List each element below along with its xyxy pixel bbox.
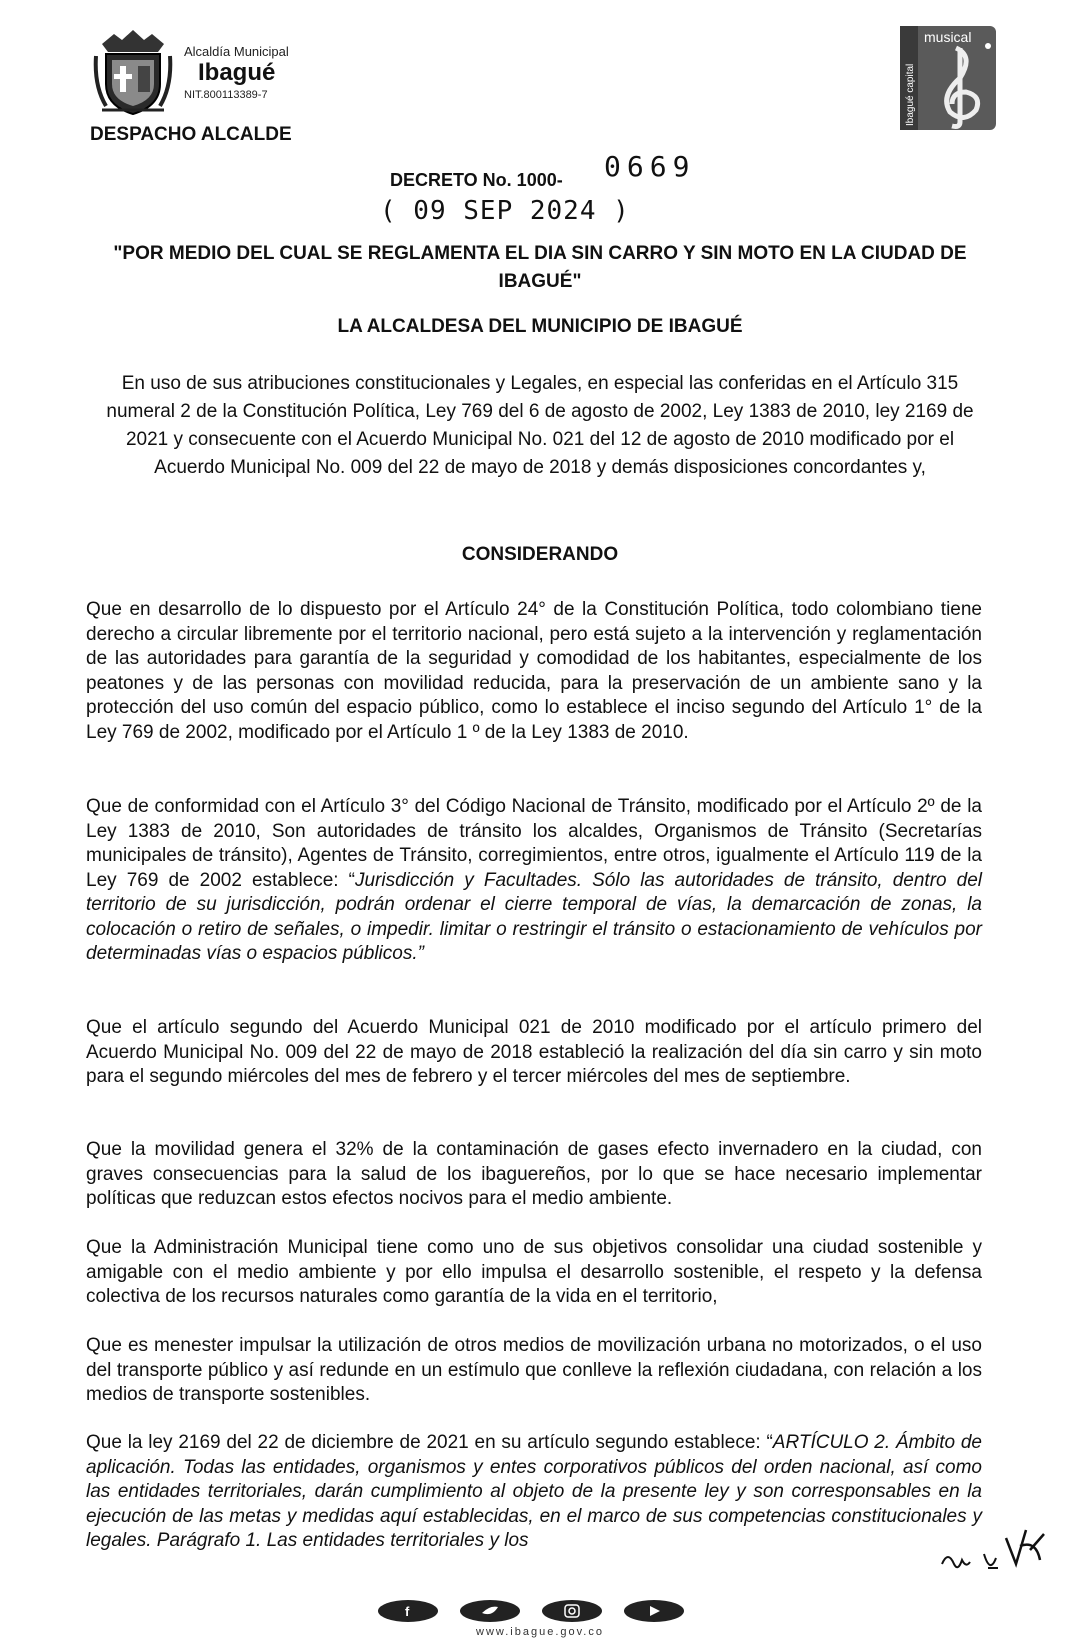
youtube-icon[interactable] bbox=[624, 1600, 684, 1622]
handwritten-initials bbox=[940, 1520, 1060, 1580]
paragraph-2-text: Que de conformidad con el Artículo 3° del Código Nacional de Tránsito, modificado por el Artículo 2º de la Ley 1383 de 2010, Son autoridades de tránsito los alcaldes, Organismos de Tránsito (Secretarías municipales de tránsito), Agentes de Tránsito, corregimientos, entre otros, igualmente el Artículo 119 de la Ley 769 de 2002 establece: “ bbox=[86, 796, 982, 891]
alcaldia-label: Alcaldía Municipal bbox=[184, 44, 289, 59]
logo-text bbox=[184, 44, 289, 101]
social-icons bbox=[378, 1597, 698, 1627]
considerando-heading: CONSIDERANDO bbox=[461, 544, 619, 565]
paragraph-4: Que la movilidad genera el 32% de la contaminación de gases efecto invernadero en la ciudad, con graves consecuencias para la salud de los ibaguereños, por lo que se hace necesario implementar políticas que reduzcan estos efectos nocivos para el medio ambiente. bbox=[86, 1139, 982, 1209]
city-name: Ibagué bbox=[198, 59, 276, 86]
paragraph-2 bbox=[86, 795, 982, 967]
decree-date: ( 09 SEP 2024 ) bbox=[380, 196, 630, 226]
paragraph-7-quote: ARTÍCULO 2. Ámbito de aplicación. Todas las entidades, organismos y entes corporativos públicos del orden nacional, así como las entidades territoriales, darán cumplimiento al objeto de la presente ley y son corresponsables en la ejecución de las metas y medidas aquí establecidas, en el marco de sus competencias constitucionales y legales. Parágrafo 1. Las entidades territoriales y los bbox=[86, 1432, 982, 1551]
preamble-paragraph: En uso de sus atribuciones constitucionales y Legales, en especial las conferidas en el Artículo 315 numeral 2 de la Constitución Política, Ley 769 del 6 de agosto de 2002, Ley 1383 de 2010, ley 2169 de 2021 y consecuente con el Acuerdo Municipal No. 021 del 12 de agosto de 2010 modificado por el Acuerdo Municipal No. 009 del 22 de mayo de 2018 y demás disposiciones concordantes y, bbox=[106, 373, 974, 478]
twitter-icon[interactable] bbox=[460, 1600, 520, 1622]
paragraph-3: Que el artículo segundo del Acuerdo Municipal 021 de 2010 modificado por el artículo primero del Acuerdo Municipal No. 009 del 22 de mayo de 2018 estableció la realización del día sin carro y sin moto para el segundo miércoles del mes de febrero y el tercer miércoles del mes de septiembre. bbox=[86, 1017, 982, 1087]
decree-subtitle: LA ALCALDESA DEL MUNICIPIO DE IBAGUÉ bbox=[337, 316, 743, 337]
musical-capital-logo bbox=[900, 26, 996, 130]
paragraph-7-text: Que la ley 2169 del 22 de diciembre de 2021 en su artículo segundo establece: “ bbox=[86, 1432, 773, 1453]
decree-main-title: "POR MEDIO DEL CUAL SE REGLAMENTA EL DIA SIN CARRO Y SIN MOTO EN LA CIUDAD DE IBAGUÉ" bbox=[113, 243, 967, 292]
decree-title: DECRETO No. 1000- bbox=[390, 170, 563, 190]
footer-website-link[interactable]: www.ibague.gov.co bbox=[476, 1626, 604, 1638]
paragraph-2-quote: Jurisdicción y Facultades. Sólo las autoridades de tránsito, dentro del territorio de su jurisdicción, podrán ordenar el cierre temporal de vías, la demarcación de zonas, la colocación o retiro de señales, o impedir. limitar o restringir el tránsito o estacionamiento de vehículos por determinadas vías o espacios públicos.” bbox=[86, 869, 983, 964]
music-logo-side-text: Ibagué capital bbox=[905, 63, 916, 126]
paragraph-6: Que es menester impulsar la utilización de otros medios de movilización urbana no motorizados, o el uso del transporte público y así redunde en un estímulo que conlleve la reflexión ciudadana, con relación a los medios de transporte sostenibles. bbox=[86, 1335, 982, 1405]
paragraph-1: Que en desarrollo de lo dispuesto por el Artículo 24° de la Constitución Política, todo colombiano tiene derecho a circular libremente por el territorio nacional, pero está sujeto a la intervención y reglamentación de las autoridades para garantía de la seguridad y comodidad de los habitantes, especialmente de los peatones y de las personas con movilidad reducida, para la preservación de un ambiente sano y la protección del uso común del espacio público, como lo establece el inciso segundo del Artículo 1° de la Ley 769 de 2002, modificado por el Artículo 1 º de la Ley 1383 de 2010. bbox=[86, 599, 982, 743]
music-logo-text: musical bbox=[924, 29, 972, 45]
instagram-icon[interactable] bbox=[542, 1600, 602, 1622]
coat-of-arms-icon bbox=[92, 26, 174, 118]
despacho-label: DESPACHO ALCALDE bbox=[90, 124, 292, 145]
decree-number: 0669 bbox=[604, 150, 696, 183]
municipal-logo bbox=[92, 26, 322, 122]
svg-text:f: f bbox=[405, 1604, 410, 1619]
nit-number: NIT.800113389-7 bbox=[184, 89, 268, 101]
paragraph-5: Que la Administración Municipal tiene como uno de sus objetivos consolidar una ciudad sostenible y amigable con el medio ambiente y por ello impulsa el desarrollo sostenible, el respeto y la defensa colectiva de los recursos naturales como garantía de la vida en el territorio, bbox=[86, 1237, 982, 1307]
facebook-icon[interactable] bbox=[378, 1600, 438, 1622]
paragraph-7 bbox=[86, 1431, 982, 1554]
